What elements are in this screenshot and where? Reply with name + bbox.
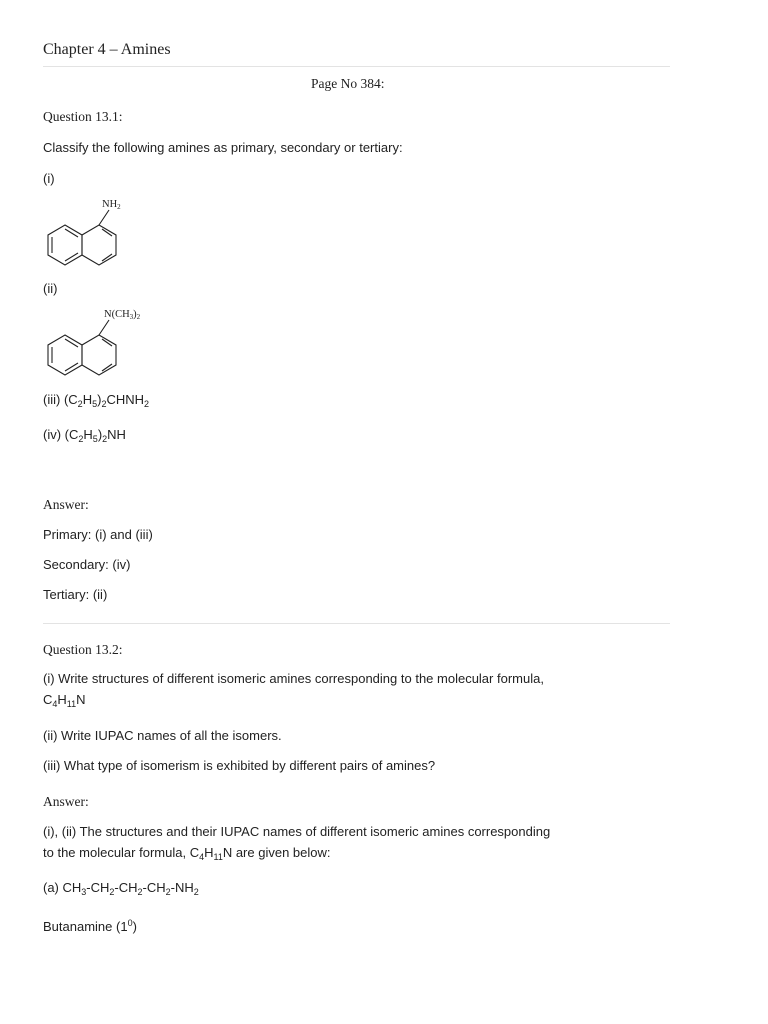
benzene-ring-right — [82, 225, 116, 265]
answer-secondary: Secondary: (iv) — [43, 557, 131, 572]
question-13-1-label: Question 13.1: — [43, 109, 123, 124]
question-13-2-part-i: (i) Write structures of different isomeric amines corresponding to the molecular formula, — [43, 671, 544, 686]
answer-13-2-label: Answer: — [43, 794, 89, 809]
header-divider — [43, 66, 670, 67]
answer-13-1-label: Answer: — [43, 497, 89, 512]
isomer-a-formula: (a) $CH_3-CH_2-CH_2-CH_2-NH_2$ — [43, 880, 199, 897]
answer-tertiary: Tertiary: (ii) — [43, 587, 108, 602]
amine-bond — [99, 320, 109, 335]
structure-i-naphthylamine — [40, 194, 140, 274]
answer-primary: Primary: (i) and (iii) — [43, 527, 153, 542]
chapter-title: Chapter 4 – Amines — [43, 41, 171, 58]
question-13-2-part-iii: (iii) What type of isomerism is exhibited by different pairs of amines? — [43, 758, 436, 773]
nh2-label: NH2 — [102, 199, 121, 211]
question-13-2-label: Question 13.2: — [43, 642, 123, 657]
formula-c4h11n: $C_4H_{11}N$ — [43, 692, 86, 709]
benzene-ring-left — [48, 225, 82, 265]
nme2-label: N(CH3)2 — [104, 309, 141, 321]
item-i-label: (i) — [43, 171, 55, 186]
amine-bond — [99, 210, 109, 225]
answer-13-2-line-2: to the molecular formula, $C_4H_{11}N$ are given below: — [43, 845, 331, 862]
item-ii-label: (ii) — [43, 281, 58, 296]
answer-13-2-line-1: (i), (ii) The structures and their IUPAC names of different isomeric amines corresponding — [43, 824, 551, 839]
isomer-a-name: Butanamine $(1^0)$ — [43, 918, 137, 934]
question-13-2-part-ii: (ii) Write IUPAC names of all the isomers. — [43, 728, 282, 743]
question-13-1-prompt: Classify the following amines as primary, secondary or tertiary: — [43, 140, 403, 155]
section-divider — [43, 623, 670, 624]
benzene-ring-right — [82, 335, 116, 375]
item-iii-formula: (iii) $(C_2H_5)_2CHNH_2$ — [43, 392, 150, 409]
page-number: Page No 384: — [311, 76, 385, 91]
benzene-ring-left — [48, 335, 82, 375]
item-iv-formula: (iv) $(C_2H_5)_2NH$ — [43, 427, 126, 444]
structure-ii-dimethylnaphthylamine — [40, 304, 160, 384]
